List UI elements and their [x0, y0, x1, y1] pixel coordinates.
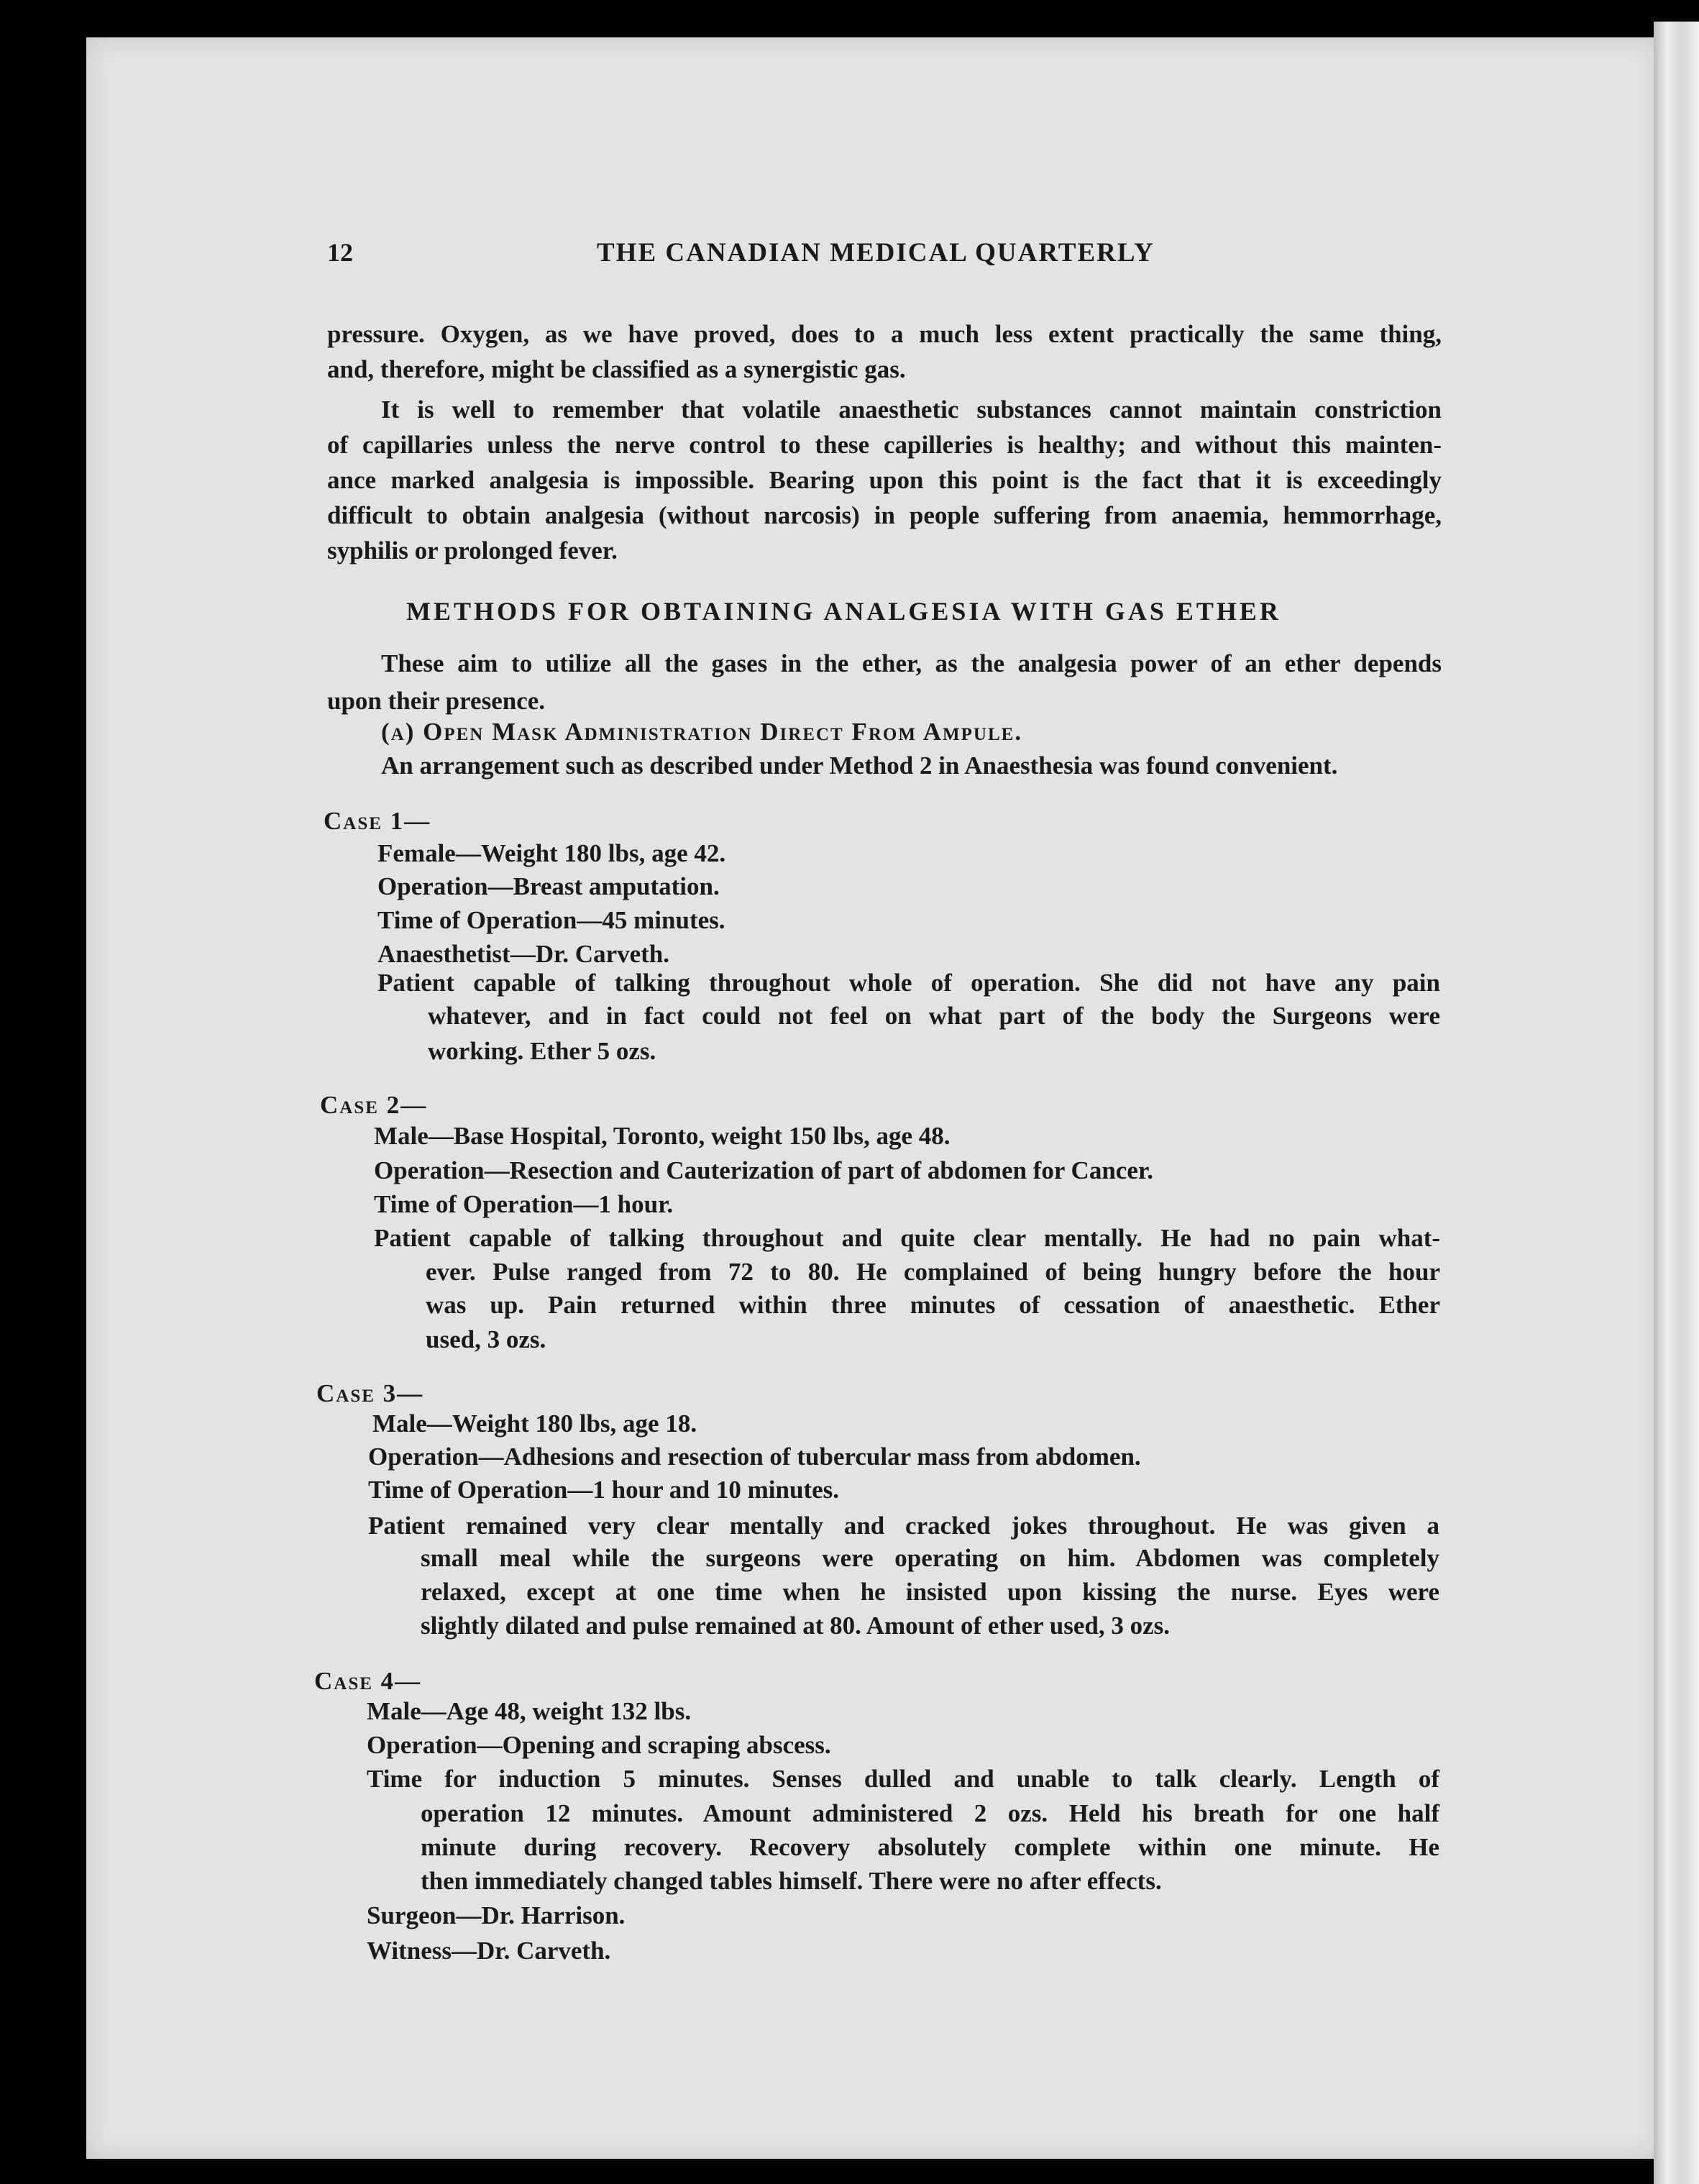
body-line: ance marked analgesia is impossible. Bearing upon this point is the fact that it is exceedingly — [327, 466, 1442, 494]
case-line: was up. Pain returned within three minutes of cessation of anaesthetic. Ether — [426, 1291, 1440, 1319]
case-line: Surgeon—Dr. Harrison. — [367, 1901, 626, 1929]
method-subheading: (a) Open Mask Administration Direct From Ampule. — [381, 718, 1023, 746]
page-edge — [1654, 22, 1699, 2184]
case-line: Anaesthetist—Dr. Carveth. — [377, 940, 670, 968]
case-line: Operation—Opening and scraping abscess. — [367, 1731, 831, 1759]
case-line: Time for induction 5 minutes. Senses dulled and unable to talk clearly. Length of — [367, 1765, 1439, 1793]
case-line: whatever, and in fact could not feel on what part of the body the Surgeons were — [428, 1002, 1440, 1030]
case-line: Time of Operation—1 hour. — [374, 1190, 674, 1218]
case-title: Case 3— — [316, 1379, 424, 1407]
section-heading: METHODS FOR OBTAINING ANALGESIA WITH GAS ETHER — [406, 597, 1281, 626]
case-line: Male—Base Hospital, Toronto, weight 150 lbs, age 48. — [374, 1122, 951, 1150]
body-line: difficult to obtain analgesia (without narcosis) in people suffering from anaemia, hemmorrhage, — [327, 501, 1442, 529]
case-line: ever. Pulse ranged from 72 to 80. He complained of being hungry before the hour — [426, 1258, 1440, 1286]
case-line: Patient remained very clear mentally and cracked jokes throughout. He was given a — [368, 1512, 1439, 1540]
journal-title: THE CANADIAN MEDICAL QUARTERLY — [597, 238, 1155, 268]
case-line: Operation—Breast amputation. — [377, 872, 720, 900]
body-line: upon their presence. — [327, 687, 546, 715]
case-line: Time of Operation—1 hour and 10 minutes. — [368, 1476, 840, 1504]
case-line: Female—Weight 180 lbs, age 42. — [377, 839, 726, 867]
case-line: Witness—Dr. Carveth. — [367, 1937, 611, 1965]
case-line: working. Ether 5 ozs. — [428, 1037, 656, 1065]
case-line: Patient capable of talking throughout whole of operation. She did not have any pain — [377, 969, 1440, 997]
case-line: Male—Weight 180 lbs, age 18. — [372, 1409, 697, 1438]
page-number: 12 — [327, 238, 353, 267]
case-line: Male—Age 48, weight 132 lbs. — [367, 1697, 692, 1725]
body-line: of capillaries unless the nerve control to these capilleries is healthy; and without this mainten- — [327, 431, 1442, 459]
case-line: relaxed, except at one time when he insisted upon kissing the nurse. Eyes were — [421, 1578, 1439, 1606]
case-line: Operation—Resection and Cauterization of part of abdomen for Cancer. — [374, 1156, 1153, 1184]
case-line: small meal while the surgeons were operating on him. Abdomen was completely — [421, 1544, 1439, 1572]
body-line: These aim to utilize all the gases in the ether, as the analgesia power of an ether depends — [381, 649, 1442, 677]
case-title: Case 4— — [314, 1667, 422, 1695]
body-line: and, therefore, might be classified as a synergistic gas. — [327, 355, 906, 383]
case-line: operation 12 minutes. Amount administered 2 ozs. Held his breath for one half — [421, 1799, 1439, 1827]
case-title: Case 1— — [324, 807, 431, 835]
case-line: minute during recovery. Recovery absolutely complete within one minute. He — [421, 1833, 1439, 1861]
body-line: pressure. Oxygen, as we have proved, does to a much less extent practically the same thing, — [327, 320, 1442, 348]
body-line: It is well to remember that volatile anaesthetic substances cannot maintain constriction — [381, 396, 1442, 424]
case-line: used, 3 ozs. — [426, 1325, 546, 1353]
case-line: Patient capable of talking throughout and quite clear mentally. He had no pain what- — [374, 1224, 1440, 1252]
body-line: syphilis or prolonged fever. — [327, 536, 618, 565]
case-line: slightly dilated and pulse remained at 80. Amount of ether used, 3 ozs. — [421, 1612, 1170, 1640]
page-header — [327, 237, 1442, 273]
case-title: Case 2— — [320, 1091, 428, 1119]
case-line: Time of Operation—45 minutes. — [377, 906, 725, 934]
body-line: An arrangement such as described under Method 2 in Anaesthesia was found convenient. — [381, 751, 1338, 780]
case-line: then immediately changed tables himself. There were no after effects. — [421, 1867, 1162, 1895]
case-line: Operation—Adhesions and resection of tubercular mass from abdomen. — [368, 1443, 1141, 1471]
